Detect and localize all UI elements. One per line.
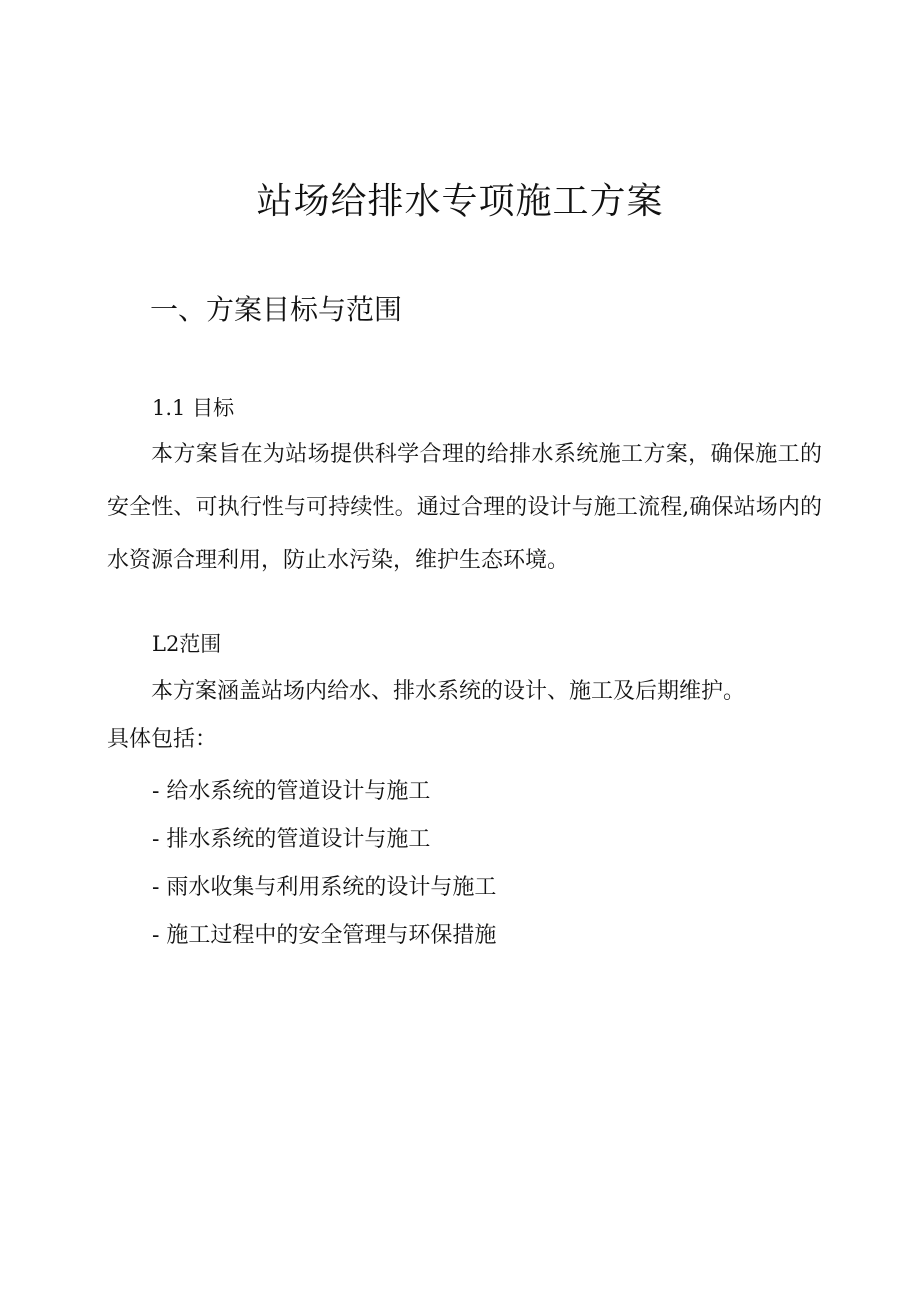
scope-intro-continuation: 具体包括： bbox=[107, 727, 218, 752]
document-title: 站场给排水专项施工方案 bbox=[256, 181, 664, 222]
list-item: - 给水系统的管道设计与施工 bbox=[152, 779, 431, 804]
section-heading: 一、方案目标与范围 bbox=[150, 293, 403, 326]
list-item: - 排水系统的管道设计与施工 bbox=[152, 827, 431, 852]
scope-intro: 本方案涵盖站场内给水、排水系统的设计、施工及后期维护。 bbox=[151, 679, 746, 704]
subsection-heading-goal: 1.1 目标 bbox=[152, 396, 235, 420]
list-item: - 雨水收集与利用系统的设计与施工 bbox=[152, 875, 497, 900]
subsection-heading-scope: L2范围 bbox=[152, 632, 222, 656]
goal-paragraph: 本方案旨在为站场提供科学合理的给排水系统施工方案，确保施工的安全性、可执行性与可持续性。通过合理的设计与施工流程,确保站场内的水资源合理利用，防止水污染，维护生态环境。 bbox=[107, 442, 822, 573]
list-item: - 施工过程中的安全管理与环保措施 bbox=[152, 923, 497, 948]
scope-list bbox=[152, 768, 496, 960]
